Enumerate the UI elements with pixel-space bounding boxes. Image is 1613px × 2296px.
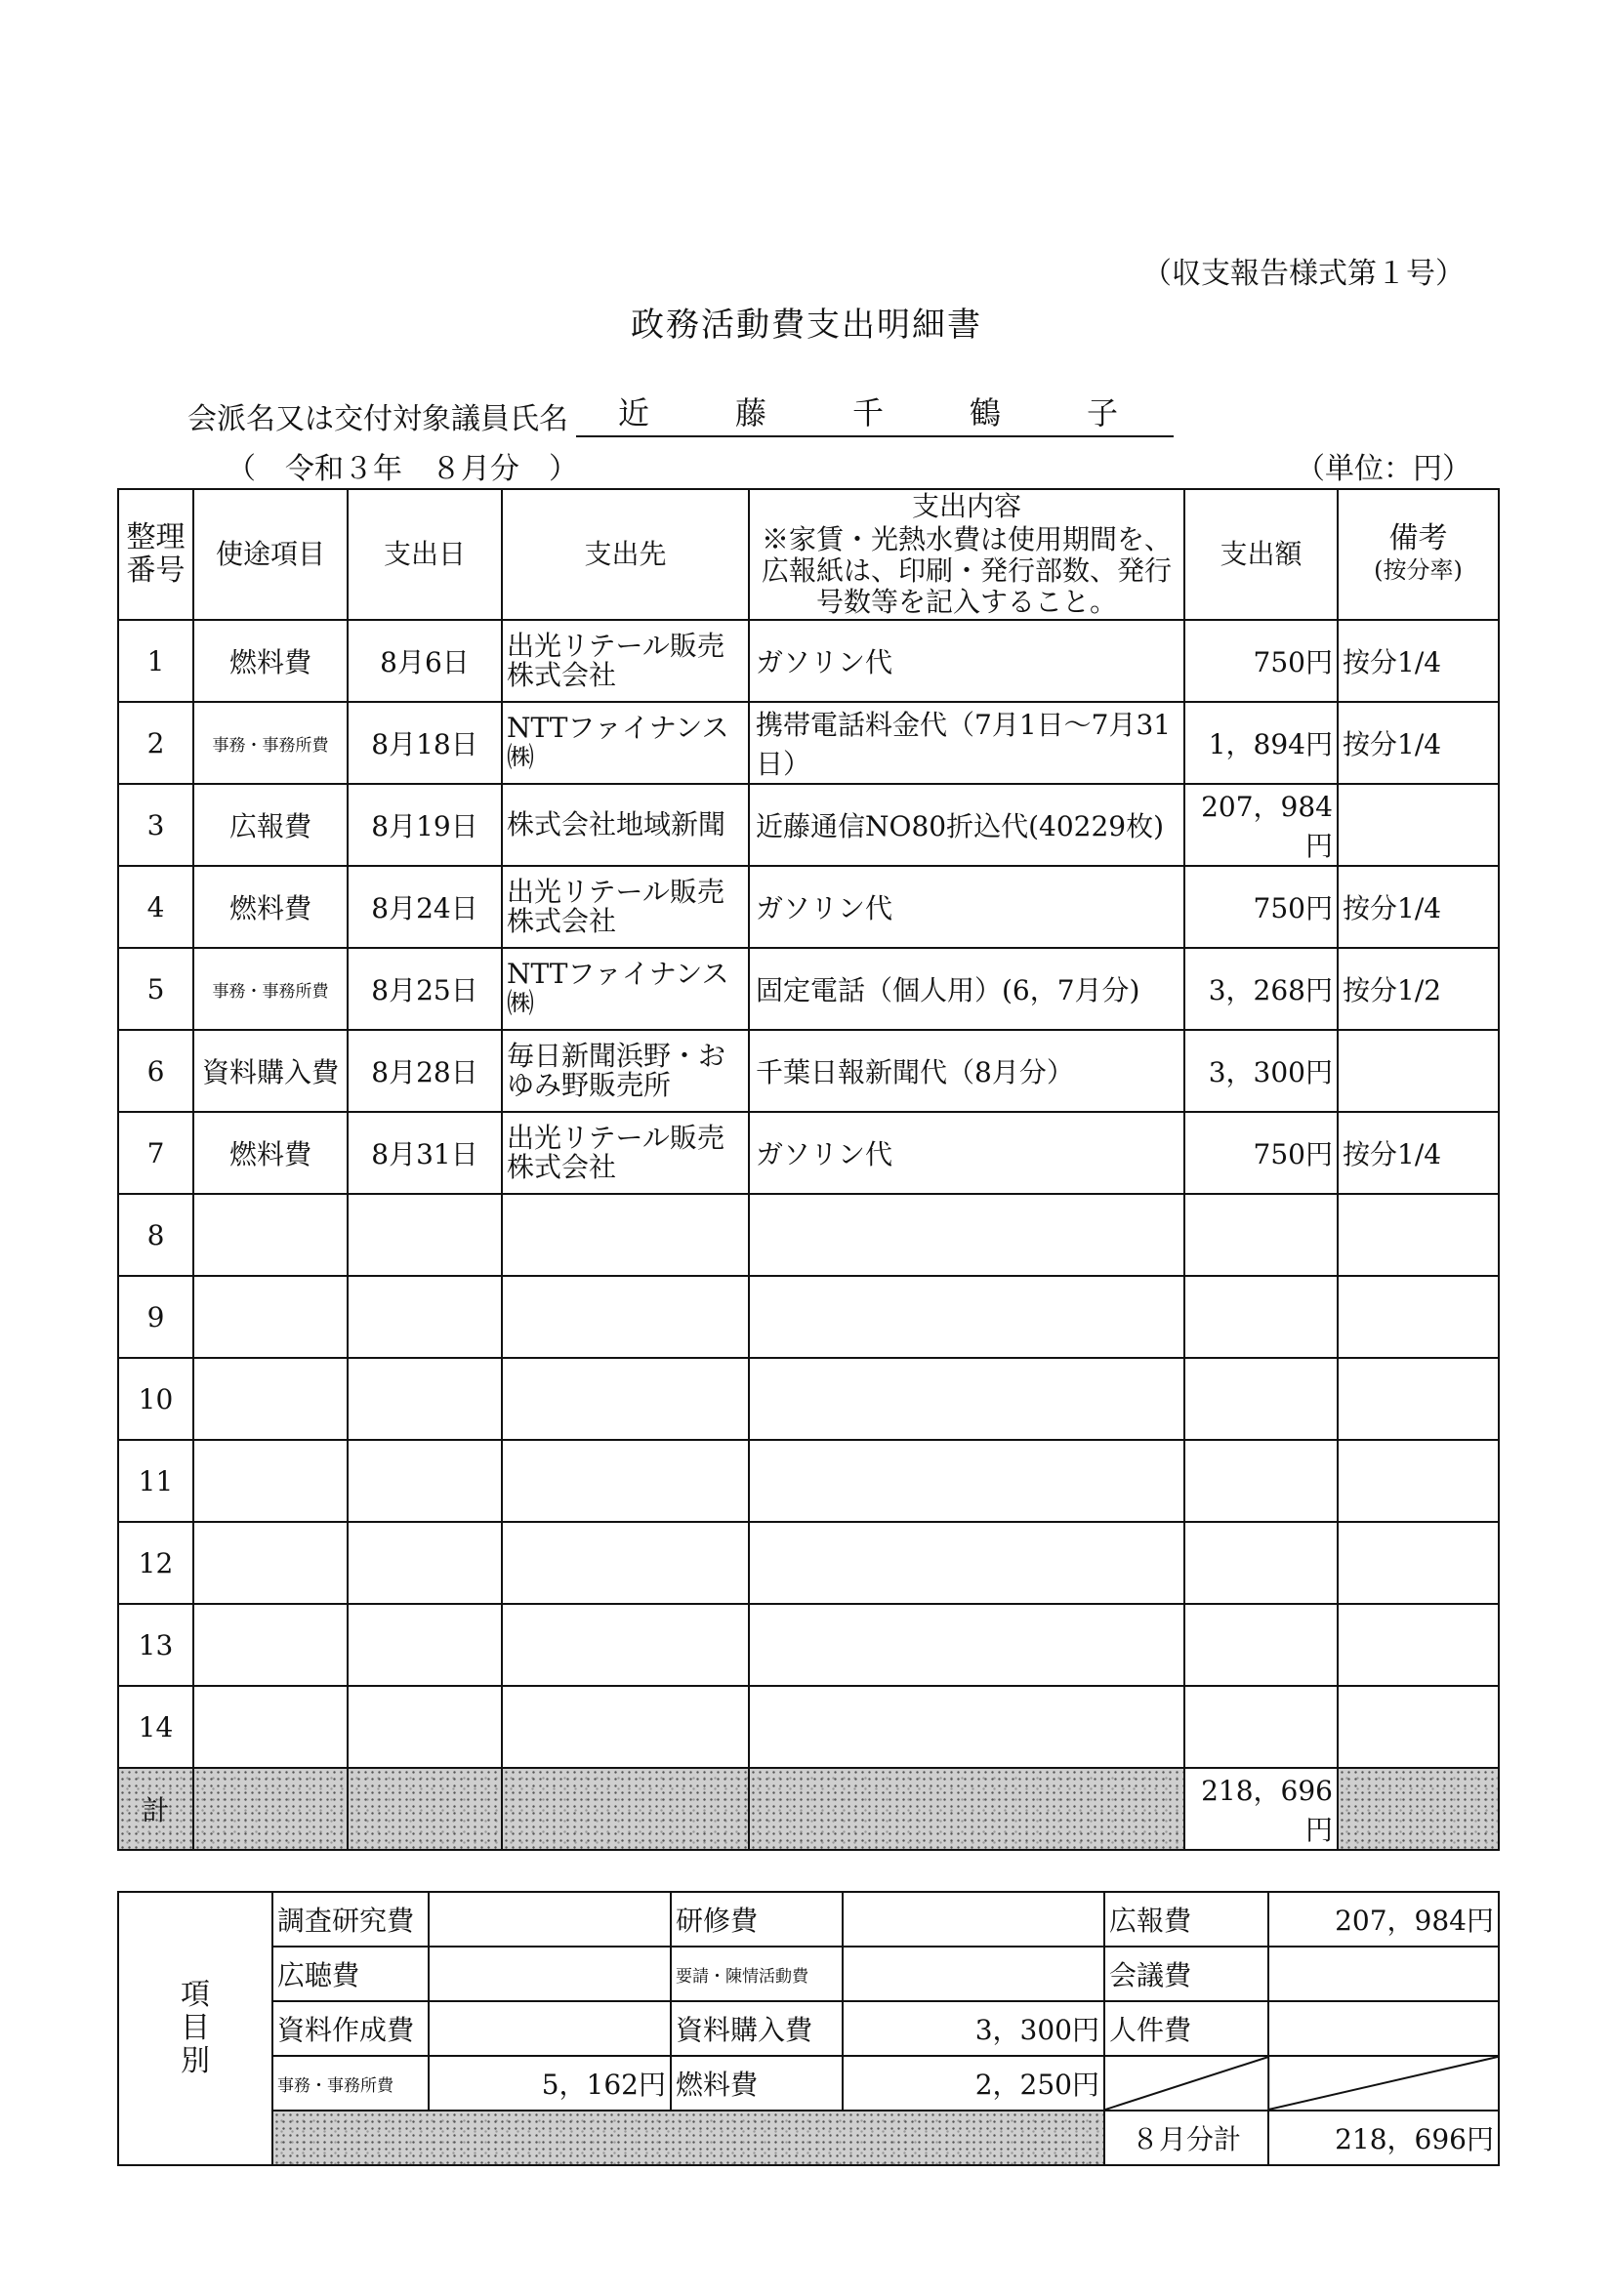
row-no: 11 — [118, 1440, 193, 1522]
row-note: 按分1/2 — [1338, 948, 1499, 1030]
row-date: 8月18日 — [348, 702, 502, 784]
table-row — [118, 620, 1499, 702]
header-payee: 支出先 — [502, 489, 749, 620]
summary-pr-value: 207，984円 — [1268, 1892, 1499, 1947]
header-no: 整理 番号 — [118, 489, 193, 620]
row-amount: 750円 — [1184, 1112, 1338, 1194]
summary-month-total-value: 218，696円 — [1268, 2111, 1499, 2165]
summary-material-creation-value — [429, 2001, 671, 2056]
row-description: ガソリン代 — [749, 1112, 1184, 1194]
row-description: ガソリン代 — [749, 620, 1184, 702]
member-name-field — [576, 389, 1174, 437]
summary-meeting-value — [1268, 1947, 1499, 2001]
row-payee — [502, 1194, 749, 1276]
row-no: 12 — [118, 1522, 193, 1604]
row-item: 事務・事務所費 — [193, 702, 348, 784]
member-name-char: 近 — [617, 394, 651, 431]
row-no: 7 — [118, 1112, 193, 1194]
row-amount — [1184, 1276, 1338, 1358]
row-no: 13 — [118, 1604, 193, 1686]
diagonal-lines — [1105, 2057, 1498, 2110]
shaded-cell — [502, 1768, 749, 1850]
summary-row — [118, 2056, 1499, 2111]
unit-label: （単位：円） — [1296, 452, 1471, 486]
row-date — [348, 1604, 502, 1686]
header-note — [1338, 489, 1499, 620]
row-no: 9 — [118, 1276, 193, 1358]
row-payee: 毎日新聞浜野・おゆみ野販売所 — [502, 1030, 749, 1112]
summary-row — [118, 2111, 1499, 2165]
row-date — [348, 1194, 502, 1276]
row-note: 按分1/4 — [1338, 1112, 1499, 1194]
row-date — [348, 1522, 502, 1604]
row-no: 2 — [118, 702, 193, 784]
row-item — [193, 1276, 348, 1358]
header-date: 支出日 — [348, 489, 502, 620]
row-payee: 出光リテール販売株式会社 — [502, 866, 749, 948]
shaded-cell — [749, 1768, 1184, 1850]
header-amount: 支出額 — [1184, 489, 1338, 620]
summary-training-value — [843, 1892, 1104, 1947]
row-no: 3 — [118, 784, 193, 866]
row-payee: NTTファイナンス㈱ — [502, 702, 749, 784]
summary-material-creation-label: 資料作成費 — [272, 2001, 429, 2056]
row-date: 8月25日 — [348, 948, 502, 1030]
row-payee — [502, 1604, 749, 1686]
row-amount: 3，300円 — [1184, 1030, 1338, 1112]
row-payee — [502, 1358, 749, 1440]
diagonal-cell — [1104, 2056, 1499, 2111]
row-note: 按分1/4 — [1338, 866, 1499, 948]
header-description-title: 支出内容 — [911, 490, 1021, 522]
member-name-char: 藤 — [734, 394, 768, 431]
summary-personnel-label: 人件費 — [1104, 2001, 1268, 2056]
row-payee — [502, 1522, 749, 1604]
row-note — [1338, 1686, 1499, 1768]
summary-petition-label: 要請・陳情活動費 — [671, 1947, 843, 2001]
row-item: 事務・事務所費 — [193, 948, 348, 1030]
row-description — [749, 1358, 1184, 1440]
row-no: 14 — [118, 1686, 193, 1768]
summary-month-total-label: ８月分計 — [1104, 2111, 1268, 2165]
row-amount — [1184, 1358, 1338, 1440]
report-period: （ 令和３年 ８月分 ） — [227, 452, 578, 486]
row-amount: 1，894円 — [1184, 702, 1338, 784]
row-amount: 750円 — [1184, 866, 1338, 948]
row-description: 固定電話（個人用）(6，7月分) — [749, 948, 1184, 1030]
row-amount — [1184, 1440, 1338, 1522]
form-number: （収支報告様式第１号） — [1142, 257, 1465, 291]
row-date — [348, 1440, 502, 1522]
total-amount: 218，696円 — [1184, 1768, 1338, 1850]
summary-side-label: 項 目 別 — [118, 1892, 272, 2165]
member-name-char: 千 — [851, 394, 886, 431]
row-item: 燃料費 — [193, 620, 348, 702]
table-row — [118, 702, 1499, 784]
summary-research-label: 調査研究費 — [272, 1892, 429, 1947]
row-item — [193, 1522, 348, 1604]
row-description: 近藤通信NO80折込代(40229枚) — [749, 784, 1184, 866]
header-description — [749, 489, 1184, 620]
row-amount: 750円 — [1184, 620, 1338, 702]
row-item — [193, 1440, 348, 1522]
row-amount: 3，268円 — [1184, 948, 1338, 1030]
row-note — [1338, 1276, 1499, 1358]
table-row — [118, 1522, 1499, 1604]
table-row — [118, 1194, 1499, 1276]
summary-hearing-label: 広聴費 — [272, 1947, 429, 2001]
table-row — [118, 866, 1499, 948]
expenditure-table — [117, 488, 1500, 1851]
row-payee: 出光リテール販売株式会社 — [502, 1112, 749, 1194]
row-amount — [1184, 1522, 1338, 1604]
row-date: 8月6日 — [348, 620, 502, 702]
summary-training-label: 研修費 — [671, 1892, 843, 1947]
summary-hearing-value — [429, 1947, 671, 2001]
member-name-char: 子 — [1086, 394, 1120, 431]
row-description: 千葉日報新聞代（8月分） — [749, 1030, 1184, 1112]
total-label: 計 — [118, 1768, 193, 1850]
row-date: 8月24日 — [348, 866, 502, 948]
shaded-cell — [193, 1768, 348, 1850]
table-row — [118, 1276, 1499, 1358]
summary-research-value — [429, 1892, 671, 1947]
row-payee — [502, 1276, 749, 1358]
header-note-title: 備考 — [1388, 521, 1448, 555]
table-row — [118, 1686, 1499, 1768]
row-payee — [502, 1686, 749, 1768]
row-date: 8月28日 — [348, 1030, 502, 1112]
row-no: 10 — [118, 1358, 193, 1440]
row-no: 8 — [118, 1194, 193, 1276]
header-note-sub: (按分率) — [1374, 556, 1463, 584]
row-payee — [502, 1440, 749, 1522]
summary-row — [118, 2001, 1499, 2056]
member-name-char: 鶴 — [969, 394, 1003, 431]
row-description: ガソリン代 — [749, 866, 1184, 948]
row-item — [193, 1604, 348, 1686]
summary-material-purchase-label: 資料購入費 — [671, 2001, 843, 2056]
row-amount — [1184, 1686, 1338, 1768]
row-amount — [1184, 1194, 1338, 1276]
shaded-cell — [1338, 1768, 1499, 1850]
row-date: 8月19日 — [348, 784, 502, 866]
summary-row — [118, 1892, 1499, 1947]
summary-petition-value — [843, 1947, 1104, 2001]
header-item: 使途項目 — [193, 489, 348, 620]
member-name-row — [187, 389, 1174, 437]
row-note — [1338, 1030, 1499, 1112]
row-description — [749, 1522, 1184, 1604]
row-payee: 株式会社地域新聞 — [502, 784, 749, 866]
summary-office-value: 5，162円 — [429, 2056, 671, 2111]
row-no: 5 — [118, 948, 193, 1030]
row-description — [749, 1686, 1184, 1768]
table-row — [118, 1440, 1499, 1522]
row-note: 按分1/4 — [1338, 702, 1499, 784]
row-note — [1338, 1440, 1499, 1522]
table-row — [118, 1112, 1499, 1194]
summary-office-label: 事務・事務所費 — [272, 2056, 429, 2111]
row-item — [193, 1194, 348, 1276]
row-note — [1338, 1604, 1499, 1686]
row-no: 4 — [118, 866, 193, 948]
table-row — [118, 1358, 1499, 1440]
table-row — [118, 1030, 1499, 1112]
category-summary-table — [117, 1891, 1500, 2166]
member-name-label: 会派名又は交付対象議員氏名 — [187, 402, 568, 436]
row-note — [1338, 1522, 1499, 1604]
row-note — [1338, 1358, 1499, 1440]
total-row — [118, 1768, 1499, 1850]
row-note — [1338, 784, 1499, 866]
table-row — [118, 948, 1499, 1030]
row-no: 1 — [118, 620, 193, 702]
header-description-note: ※家賃・光熱水費は使用期間を、広報紙は、印刷・発行部数、発行号数等を記入すること。 — [761, 523, 1172, 618]
row-amount: 207，984円 — [1184, 784, 1338, 866]
row-amount — [1184, 1604, 1338, 1686]
shaded-cell — [272, 2111, 1104, 2165]
table-header-row — [118, 489, 1499, 620]
summary-fuel-label: 燃料費 — [671, 2056, 843, 2111]
row-description — [749, 1440, 1184, 1522]
row-date: 8月31日 — [348, 1112, 502, 1194]
page-title: 政務活動費支出明細書 — [631, 306, 982, 345]
row-payee: NTTファイナンス㈱ — [502, 948, 749, 1030]
summary-row — [118, 1947, 1499, 2001]
row-note: 按分1/4 — [1338, 620, 1499, 702]
row-date — [348, 1686, 502, 1768]
row-item: 燃料費 — [193, 1112, 348, 1194]
row-description: 携帯電話料金代（7月1日～7月31日） — [749, 702, 1184, 784]
row-description — [749, 1604, 1184, 1686]
summary-personnel-value — [1268, 2001, 1499, 2056]
row-item: 広報費 — [193, 784, 348, 866]
summary-meeting-label: 会議費 — [1104, 1947, 1268, 2001]
row-item — [193, 1686, 348, 1768]
shaded-cell — [348, 1768, 502, 1850]
row-item: 燃料費 — [193, 866, 348, 948]
summary-material-purchase-value: 3，300円 — [843, 2001, 1104, 2056]
row-payee: 出光リテール販売株式会社 — [502, 620, 749, 702]
row-date — [348, 1276, 502, 1358]
row-item: 資料購入費 — [193, 1030, 348, 1112]
row-description — [749, 1194, 1184, 1276]
summary-fuel-value: 2，250円 — [843, 2056, 1104, 2111]
row-item — [193, 1358, 348, 1440]
row-date — [348, 1358, 502, 1440]
row-no: 6 — [118, 1030, 193, 1112]
table-row — [118, 784, 1499, 866]
summary-pr-label: 広報費 — [1104, 1892, 1268, 1947]
row-description — [749, 1276, 1184, 1358]
row-note — [1338, 1194, 1499, 1276]
table-row — [118, 1604, 1499, 1686]
